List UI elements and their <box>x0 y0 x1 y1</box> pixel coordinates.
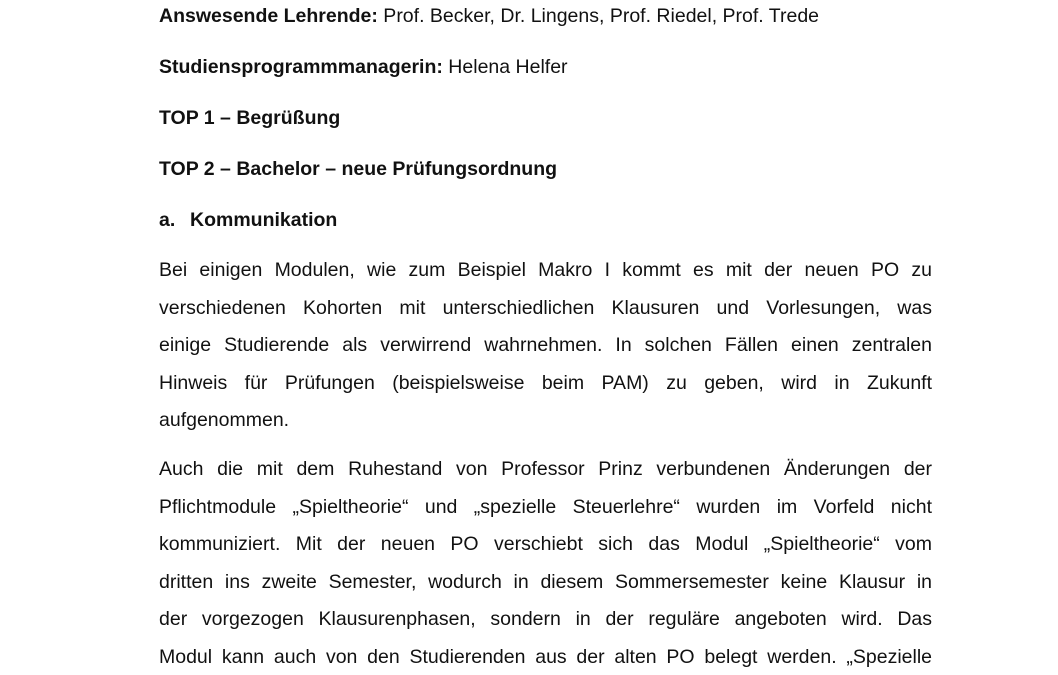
teachers-label: Answesende Lehrende: <box>159 5 378 27</box>
subsection-a-letter: a. <box>159 209 176 231</box>
agenda-top1-heading: TOP 1 – Begrüßung <box>159 107 341 129</box>
manager-line <box>159 55 568 79</box>
paragraph-2-line: Modul kann auch von den Studierenden aus der alten PO belegt werden. „Spezielle <box>159 645 932 668</box>
paragraph-1-line: aufgenommen. <box>159 409 290 431</box>
paragraph-1-line: verschiedenen Kohorten mit unterschiedlichen Klausuren und Vorlesungen, was <box>159 296 932 319</box>
manager-value: Helena Helfer <box>442 56 568 78</box>
paragraph-2-line: Pflichtmodule „Spieltheorie“ und „spezielle Steuerlehre“ wurden im Vorfeld nicht <box>159 495 932 518</box>
agenda-top2-heading: TOP 2 – Bachelor – neue Prüfungsordnung <box>159 158 558 180</box>
paragraph-2-line: der vorgezogen Klausurenphasen, sondern in der reguläre angeboten wird. Das <box>159 608 932 630</box>
subsection-a-heading <box>159 208 337 232</box>
teachers-value: Prof. Becker, Dr. Lingens, Prof. Riedel, Prof. Trede <box>377 5 820 27</box>
paragraph-2-line: kommuniziert. Mit der neuen PO verschiebt sich das Modul „Spieltheorie“ vom <box>159 533 932 555</box>
paragraph-1-line: Bei einigen Modulen, wie zum Beispiel Makro I kommt es mit der neuen PO zu <box>159 259 932 281</box>
paragraph-1-line: einige Studierende als verwirrend wahrnehmen. In solchen Fällen einen zentralen <box>159 334 932 356</box>
paragraph-1 <box>159 252 932 440</box>
paragraph-2-line: dritten ins zweite Semester, wodurch in diesem Sommersemester keine Klausur in <box>159 570 932 593</box>
paragraph-2-line: Auch die mit dem Ruhestand von Professor Prinz verbundenen Änderungen der <box>159 458 932 480</box>
paragraph-2 <box>159 451 932 675</box>
paragraph-1-line: Hinweis für Prüfungen (beispielsweise beim PAM) zu geben, wird in Zukunft <box>159 371 932 394</box>
teachers-line <box>159 4 819 28</box>
manager-label: Studiensprogrammmanagerin: <box>159 56 443 78</box>
subsection-a-title: Kommunikation <box>190 209 338 231</box>
